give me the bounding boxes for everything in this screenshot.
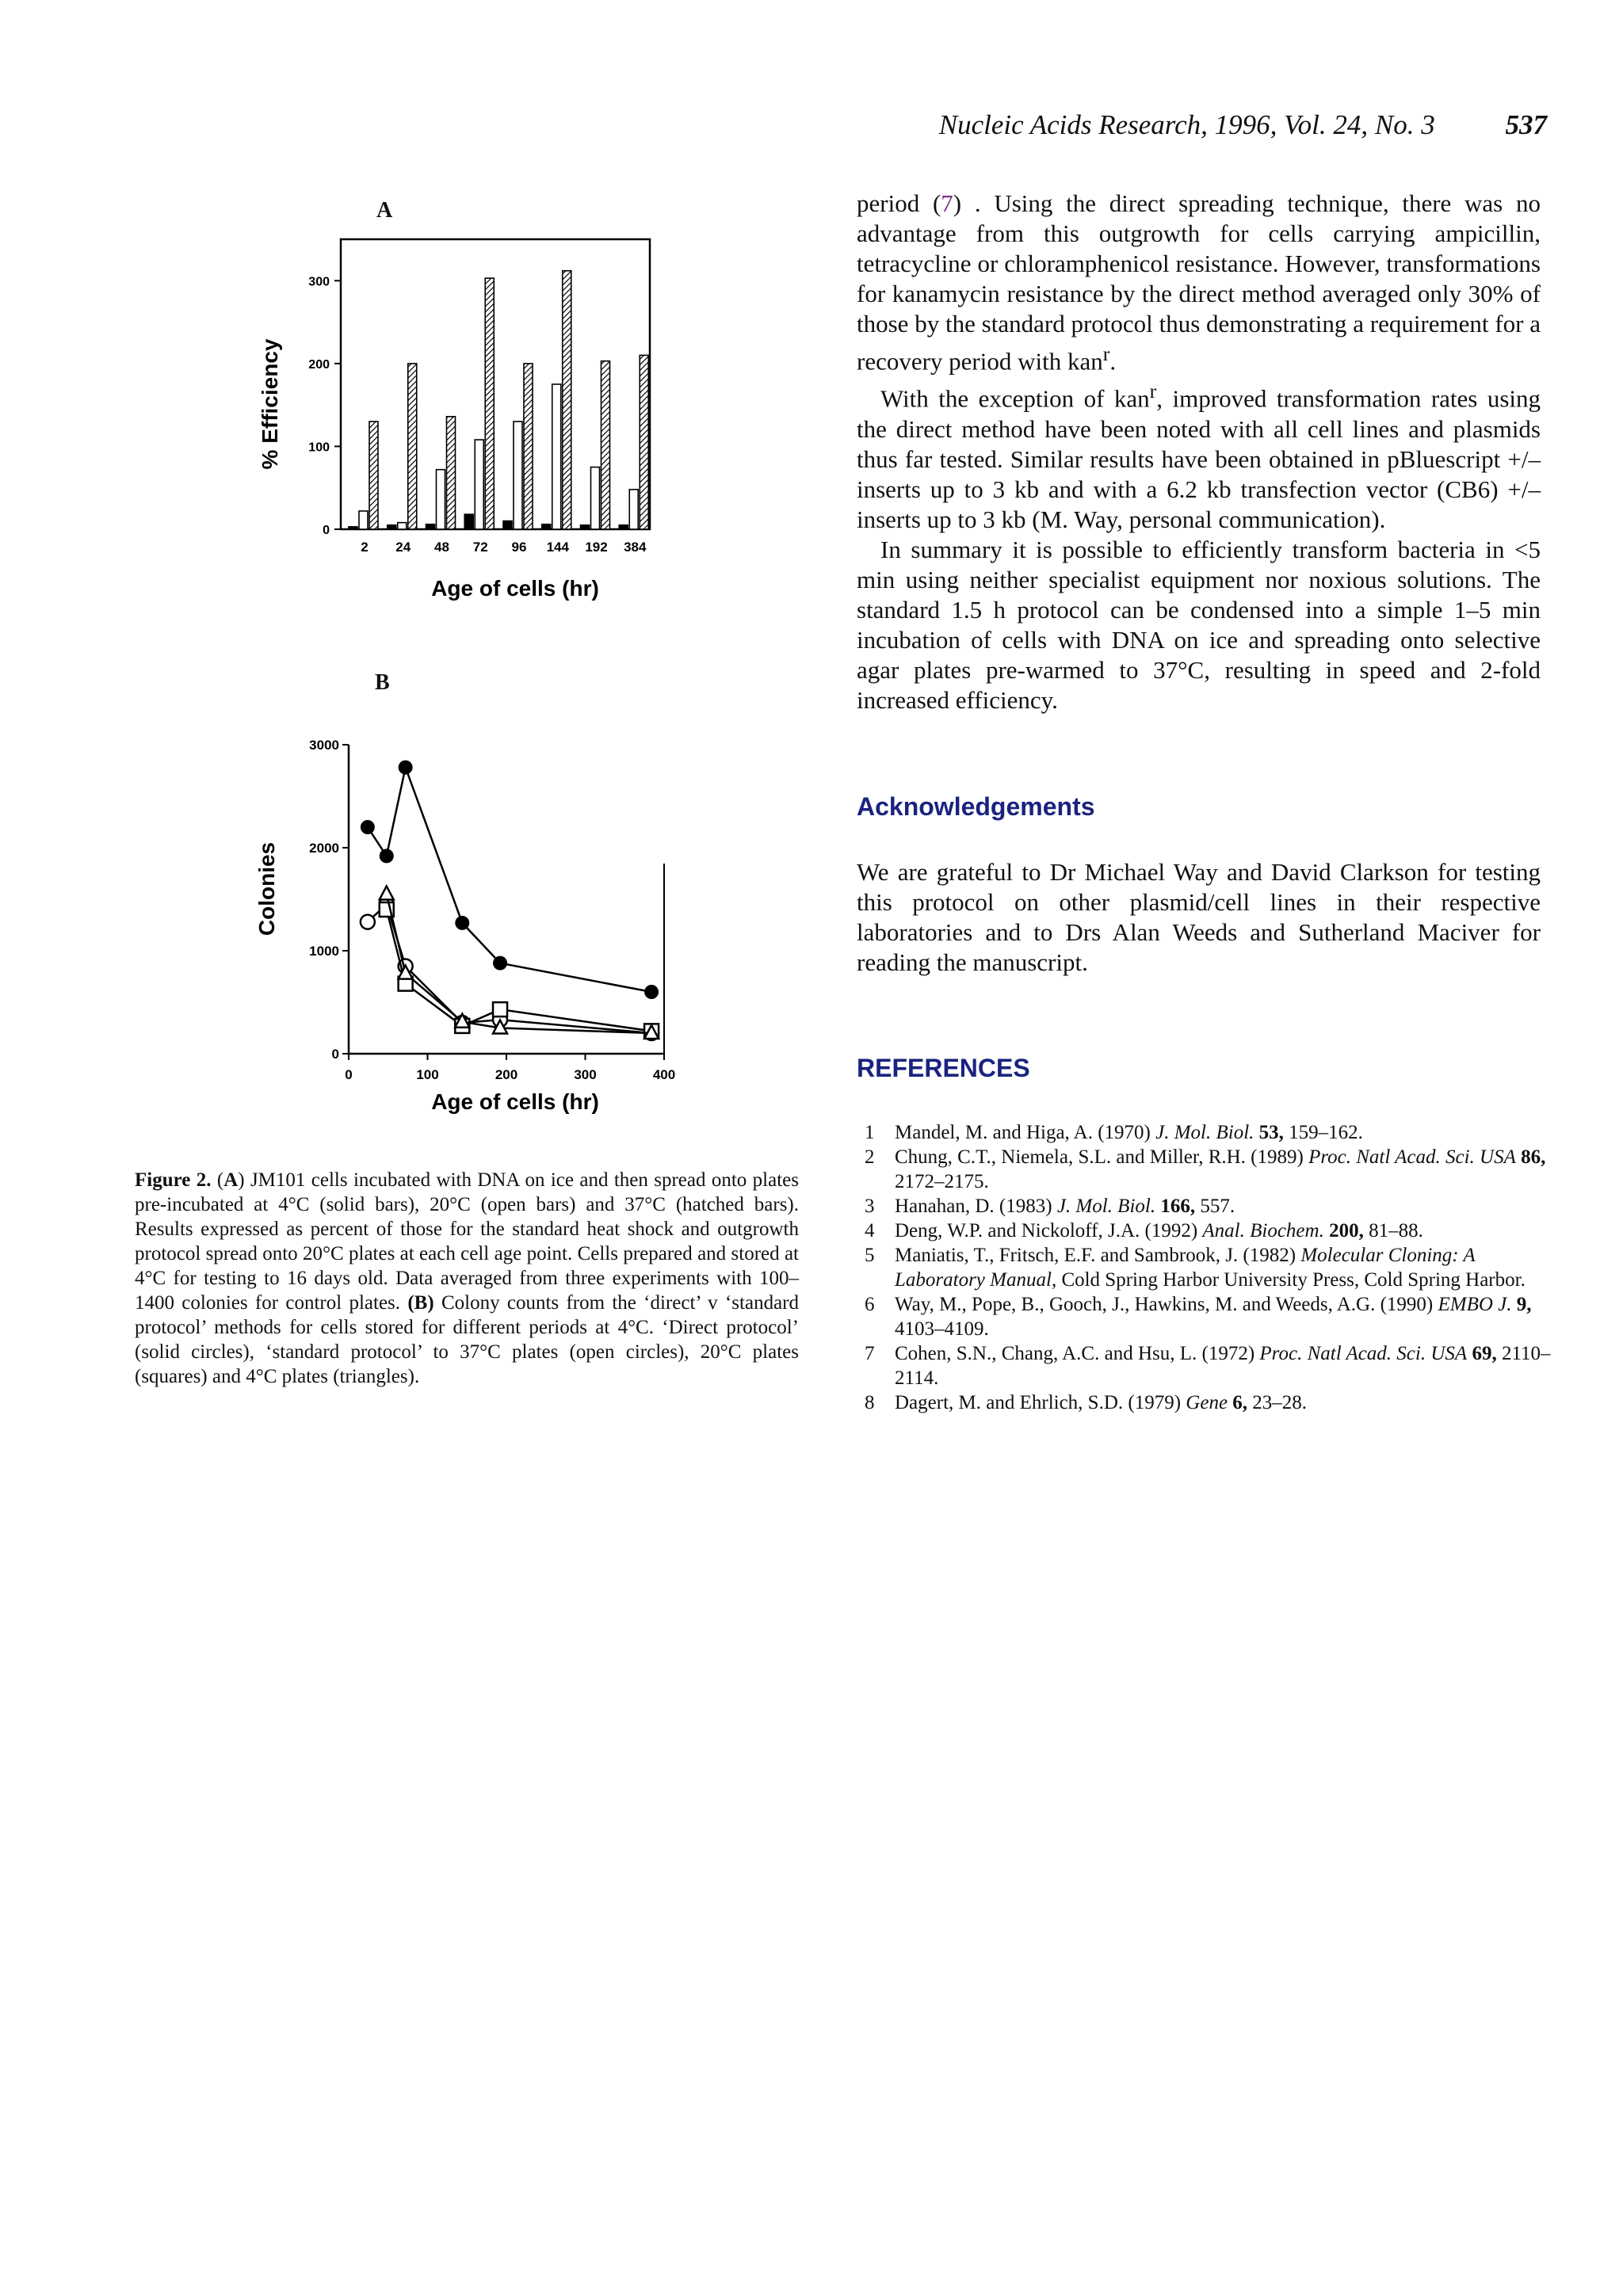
point-solid-circle (399, 761, 413, 775)
paragraph-2: With the exception of kan$^r$, improved transformation rates using the direct method have been noted with all cell lines and plasmids thus far tested. Similar results have been obtained in pBluescript +/– inserts up to 3 kb and with a 6.2 kb transfection vector (CB6) +/– inserts up to 3 kb (M. Way, personal communication). (857, 379, 1541, 533)
panel-b-label: B (375, 670, 390, 695)
bar-hatched (447, 417, 456, 529)
y-tick-label: 0 (331, 1047, 339, 1062)
x-tick-label: 100 (416, 1067, 439, 1082)
reference-item: 1 Mandel, M. and Higa, A. (1970) J. Mol. Biol. 53, 159–162. (865, 1122, 1363, 1143)
y-tick-label: 300 (308, 275, 330, 289)
y-tick-label: 1000 (309, 944, 339, 959)
running-header (834, 109, 1547, 141)
point-square (493, 1002, 507, 1016)
point-open-circle (361, 915, 375, 929)
reference-item: 3 Hanahan, D. (1983) J. Mol. Biol. 166, 557. (865, 1196, 1235, 1217)
point-triangle (380, 887, 394, 900)
x-tick-label: 0 (345, 1067, 353, 1082)
bar-solid (581, 525, 590, 529)
point-solid-circle (455, 916, 469, 930)
bar-open (591, 467, 600, 529)
citation-link[interactable]: 7 (941, 189, 953, 217)
x-tick-label: 48 (434, 540, 449, 555)
panel-b-xlabel: Age of cells (hr) (431, 1089, 599, 1114)
point-solid-circle (644, 985, 659, 999)
x-tick-label: 384 (624, 540, 647, 555)
x-tick-label: 400 (652, 1067, 676, 1082)
reference-item: 7 Cohen, S.N., Chang, A.C. and Hsu, L. (1972) Proc. Natl Acad. Sci. USA 69, 2110–2114. (865, 1343, 1551, 1389)
bar-hatched (408, 364, 417, 529)
reference-item: 8 Dagert, M. and Ehrlich, S.D. (1979) Gene 6, 23–28. (865, 1392, 1308, 1413)
x-tick-label: 200 (495, 1067, 518, 1082)
bar-open (398, 523, 407, 529)
bar-solid (619, 525, 628, 529)
bar-solid (426, 524, 435, 529)
references-heading: REFERENCES (857, 1054, 1030, 1082)
bar-hatched (524, 364, 533, 529)
y-tick-label: 100 (308, 441, 330, 455)
bar-solid (542, 524, 551, 529)
point-solid-circle (361, 820, 375, 834)
x-tick-label: 300 (574, 1067, 597, 1082)
panel-a-xlabel: Age of cells (hr) (431, 576, 599, 601)
line-chart-plot-area (309, 738, 675, 1082)
body-text (857, 189, 1541, 715)
figure-2b-line-chart (254, 658, 682, 1133)
bar-solid (349, 527, 357, 529)
y-tick-label: 200 (308, 357, 330, 372)
bar-open (629, 490, 638, 529)
y-tick-label: 3000 (309, 738, 339, 753)
x-tick-label: 24 (395, 540, 411, 555)
bar-hatched (485, 278, 494, 529)
acknowledgements-heading: Acknowledgements (857, 792, 1095, 821)
point-solid-circle (493, 956, 507, 971)
figure-caption: Figure 2. (A) JM101 cells incubated with DNA on ice and then spread onto plates pre-incubated at 4°C (solid bars), 20°C (open bars) and 37°C (hatched bars). Results expressed as percent of those for the standard heat shock and outgrowth protocol spread onto 20°C plates at each cell age point. Cells prepared and stored at 4°C for testing to 16 days old. Data averaged from three experiments with 100–1400 colonies for control plates. (B) Colony counts from the ‘direct’ v ‘standard protocol’ methods for cells stored for different periods at 4°C. ‘Direct protocol’ (solid circles), ‘standard protocol’ to 37°C plates (open circles), 20°C plates (squares) and 4°C plates (triangles). (135, 1169, 799, 1387)
reference-list (865, 1120, 1554, 1415)
x-tick-label: 144 (546, 540, 569, 555)
reference-item: 4 Deng, W.P. and Nickoloff, J.A. (1992) Anal. Biochem. 200, 81–88. (865, 1220, 1423, 1241)
bar-open (437, 470, 445, 529)
panel-b-ylabel: Colonies (254, 841, 279, 936)
series-line (368, 768, 651, 992)
bar-open (514, 421, 522, 529)
x-tick-label: 2 (361, 540, 369, 555)
bar-solid (503, 521, 512, 529)
y-tick-label: 0 (323, 524, 330, 537)
bar-hatched (640, 355, 648, 529)
panel-a-label: A (376, 198, 393, 223)
y-tick-label: 2000 (309, 841, 339, 856)
bar-open (359, 511, 368, 529)
x-tick-label: 192 (585, 540, 608, 555)
bar-hatched (601, 361, 610, 529)
paragraph-3: In summary it is possible to efficiently transform bacteria in <5 min using neither specialist equipment nor noxious solutions. The standard 1.5 h protocol can be condensed into a simple 1–5 min incubation of cells with DNA on ice and spreading onto selective agar plates pre-warmed to 37°C, resulting in speed and 2-fold increased efficiency. (857, 535, 1541, 714)
page-number: 537 (1505, 109, 1547, 140)
bar-open (475, 440, 483, 529)
series-line (387, 910, 651, 1031)
bar-solid (388, 525, 396, 529)
bar-chart-plot-area (308, 239, 650, 555)
journal-citation: Nucleic Acids Research, 1996, Vol. 24, No. 3 (938, 109, 1435, 140)
acknowledgements-text: We are grateful to Dr Michael Way and David Clarkson for testing this protocol on other plasmid/cell lines in their respective laboratories and to Drs Alan Weeds and Sutherland Maciver for reading the manuscript. (857, 858, 1541, 976)
bar-hatched (563, 271, 571, 529)
reference-item: 6 Way, M., Pope, B., Gooch, J., Hawkins, M. and Weeds, A.G. (1990) EMBO J. 9, 4103–4109. (865, 1294, 1532, 1340)
paragraph-1: period (7) . Using the direct spreading technique, there was no advantage from this outgrowth for cells carrying ampicillin, tetracycline or chloramphenicol resistance. However, transformations for kanamycin resistance by the direct method averaged only 30% of those by the standard protocol thus demonstrating a requirement for a recovery period with kan$^r$. (857, 189, 1541, 376)
point-solid-circle (380, 849, 394, 863)
reference-item: 5 Maniatis, T., Fritsch, E.F. and Sambrook, J. (1982) Molecular Cloning: A Laboratory Manual, Cold Spring Harbor University Press, Cold Spring Harbor. (865, 1245, 1526, 1291)
bar-open (552, 384, 561, 529)
bar-hatched (369, 421, 378, 529)
x-tick-label: 96 (511, 540, 527, 555)
panel-a-ylabel: % Efficiency (258, 338, 282, 470)
x-tick-label: 72 (472, 540, 488, 555)
reference-item: 2 Chung, C.T., Niemela, S.L. and Miller, R.H. (1989) Proc. Natl Acad. Sci. USA 86, 2172–2175. (865, 1146, 1546, 1192)
bar-solid (464, 514, 473, 529)
figure-2a-bar-chart (254, 190, 682, 618)
